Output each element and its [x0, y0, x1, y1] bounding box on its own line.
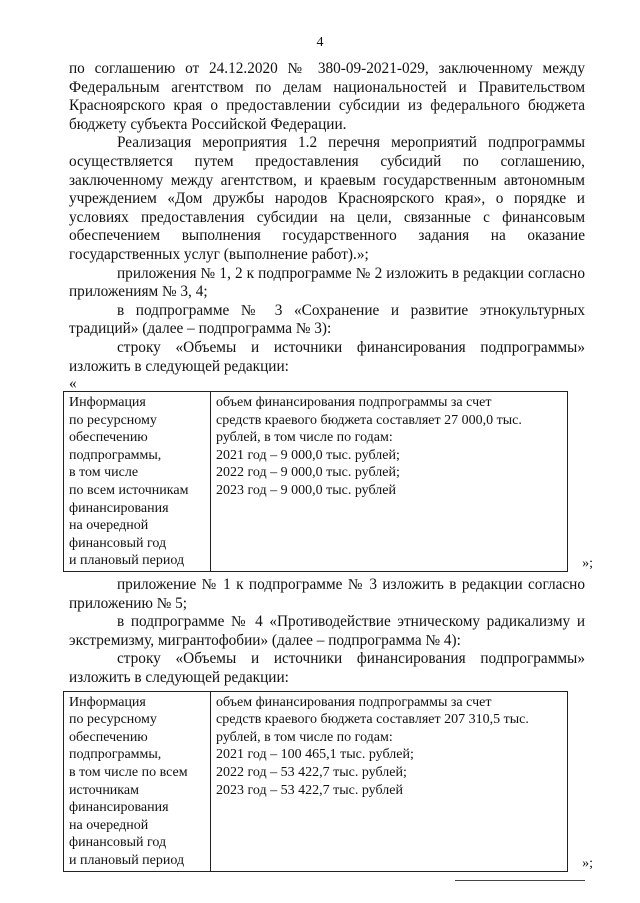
- cell-line: на очередной: [69, 817, 149, 833]
- funding-table-1-wrap: [69, 391, 593, 572]
- cell-line: финансирования: [69, 500, 169, 516]
- table-cell-value: [211, 691, 568, 871]
- cell-line: 2023 год – 9 000,0 тыс. рублей: [216, 483, 396, 499]
- cell-line: рублей, в том числе по годам:: [216, 729, 393, 745]
- cell-line: рублей, в том числе по годам:: [216, 430, 393, 446]
- table-cell-label: [64, 392, 211, 572]
- close-quote: »;: [582, 855, 593, 871]
- paragraph: строку «Объемы и источники финансирования подпрограммы» изложить в следующей редакции:: [69, 650, 585, 686]
- cell-line: подпрограммы,: [69, 447, 162, 463]
- funding-table-1: [63, 391, 568, 572]
- cell-line: в том числе по всем: [69, 764, 188, 780]
- cell-line: средств краевого бюджета составляет 207 310,5 тыс.: [216, 712, 529, 728]
- cell-line: по ресурсному: [69, 412, 157, 428]
- paragraph: Реализация мероприятия 1.2 перечня мероприятий подпрограммы осуществляется путем предоставления субсидий по соглашению, заключенному между агентством, и краевым государственным автономным учреждением «Дом дружбы народов Красноярского края», о порядке и условиях предоставления субсидии на цели, связанные с финансовым обеспечением выполнения государственного задания на оказание государственных услуг (выполнение работ).»;: [69, 134, 585, 263]
- cell-line: в том числе: [69, 465, 139, 481]
- funding-table-2-wrap: [69, 691, 593, 872]
- cell-line: 2023 год – 53 422,7 тыс. рублей: [216, 782, 403, 798]
- cell-line: подпрограммы,: [69, 747, 162, 763]
- close-quote: »;: [582, 556, 593, 572]
- table-cell-label: [64, 691, 211, 871]
- paragraph: в подпрограмме № 3 «Сохранение и развитие этнокультурных традиций» (далее – подпрограмма № 3):: [69, 301, 585, 338]
- paragraph: по соглашению от 24.12.2020 № 380-09-2021-029, заключенному между Федеральным агентством по делам национальностей и Правительством Красноярского края о предоставлении субсидии из федерального бюджета бюджету субъекта Российской Федерации.: [69, 60, 585, 133]
- cell-line: и плановый период: [69, 852, 185, 868]
- cell-line: объем финансирования подпрограммы за счет: [216, 694, 492, 710]
- table-cell-value: [211, 392, 568, 572]
- table-row: [64, 691, 568, 871]
- cell-line: финансовый год: [69, 535, 167, 551]
- cell-line: Информация: [69, 694, 146, 710]
- footer-divider: [455, 880, 585, 881]
- cell-line: по всем источникам: [69, 483, 189, 499]
- cell-line: обеспечению: [69, 430, 148, 446]
- cell-line: финансовый год: [69, 835, 167, 851]
- cell-line: средств краевого бюджета составляет 27 000,0 тыс.: [216, 412, 522, 428]
- cell-line: объем финансирования подпрограммы за счет: [216, 395, 492, 411]
- paragraph: приложение № 1 к подпрограмме № 3 изложить в редакции согласно приложению № 5;: [69, 576, 585, 612]
- cell-line: и плановый период: [69, 553, 185, 569]
- open-quote: «: [69, 375, 77, 393]
- paragraph: в подпрограмме № 4 «Противодействие этническому радикализму и экстремизму, мигрантофобии» (далее – подпрограмма № 4):: [69, 613, 585, 649]
- cell-line: по ресурсному: [69, 712, 157, 728]
- cell-line: обеспечению: [69, 729, 148, 745]
- funding-table-2: [63, 691, 568, 872]
- cell-line: 2021 год – 9 000,0 тыс. рублей;: [216, 447, 400, 463]
- cell-line: Информация: [69, 395, 146, 411]
- cell-line: финансирования: [69, 800, 169, 816]
- document-body: [69, 60, 593, 872]
- cell-line: 2022 год – 53 422,7 тыс. рублей;: [216, 764, 407, 780]
- table-row: [64, 392, 568, 572]
- paragraph: приложения № 1, 2 к подпрограмме № 2 изложить в редакции согласно приложениям № 3, 4;: [69, 264, 585, 301]
- cell-line: на очередной: [69, 518, 149, 534]
- cell-line: источникам: [69, 782, 139, 798]
- cell-line: 2021 год – 100 465,1 тыс. рублей;: [216, 747, 414, 763]
- cell-line: 2022 год – 9 000,0 тыс. рублей;: [216, 465, 400, 481]
- paragraph: строку «Объемы и источники финансирования подпрограммы» изложить в следующей редакции:: [69, 338, 585, 375]
- page-number: 4: [316, 35, 324, 50]
